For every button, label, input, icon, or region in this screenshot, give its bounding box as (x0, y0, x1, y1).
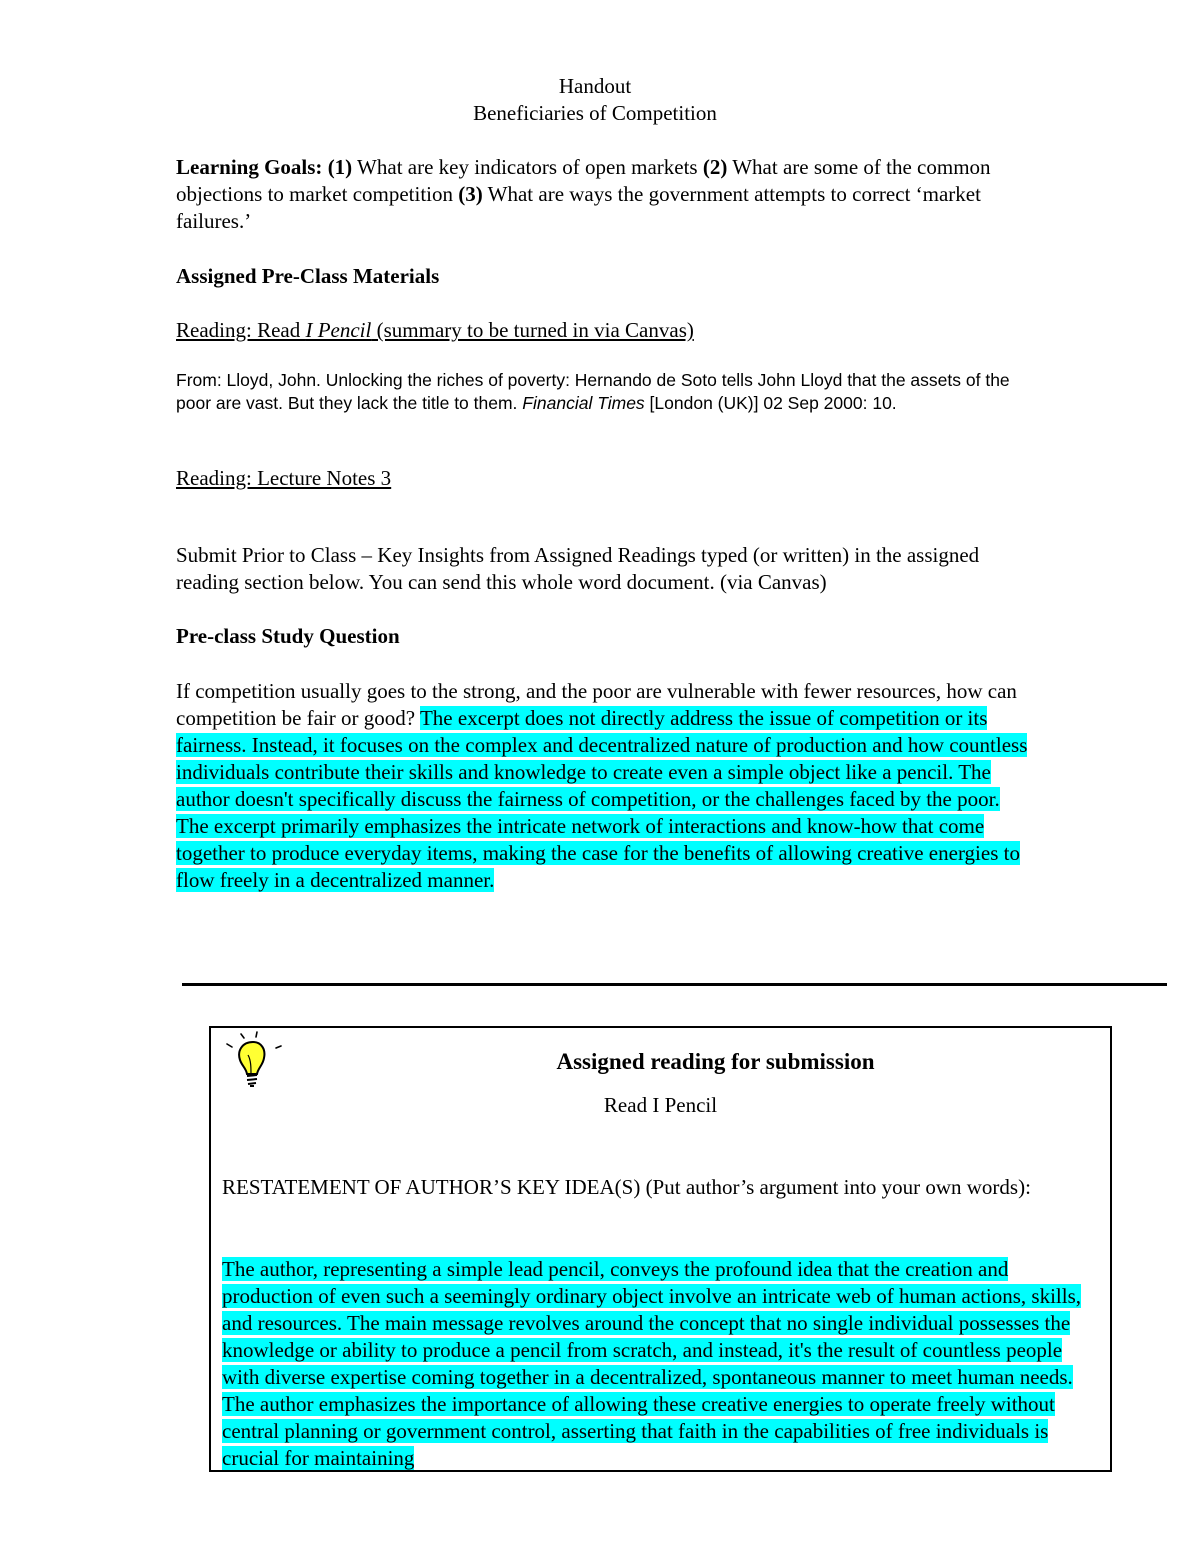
study-question (176, 678, 1031, 894)
assigned-heading: Assigned Pre-Class Materials (176, 264, 440, 288)
goal-text: What are some of the common objections to market competition (176, 155, 991, 206)
goal-number: (3) (458, 182, 483, 206)
study-answer[interactable]: The excerpt does not directly address the issue of competition or its fairness. Instead, it focuses on the complex and decentralized nature of production and how countless individuals contribute their skills and knowledge to create even a simple object like a pencil. The author doesn't specifically discuss the fairness of competition, or the challenges faced by the poor. The excerpt primarily emphasizes the intricate network of interactions and know-how that come together to produce everyday items, making the case for the benefits of allowing creative energies to flow freely in a decentralized manner. (176, 706, 1028, 892)
submit-instructions: Submit Prior to Class – Key Insights from Assigned Readings typed (or written) in the assigned reading section below. You can send this whole word document. (via Canvas) (176, 543, 980, 594)
restatement-answer[interactable]: The author, representing a simple lead pencil, conveys the profound idea that the creation and production of even such a seemingly ordinary object involve an intricate web of human actions, skills, and resources. The main message revolves around the concept that no single individual possesses the knowledge or ability to produce a pencil from scratch, and instead, it's the result of countless people with diverse expertise coming together in a decentralized, spontaneous manner to meet human needs. The author emphasizes the importance of allowing these creative energies to operate freely without central planning or government control, asserting that faith in the capabilities of free individuals is crucial for maintaining (222, 1257, 1082, 1470)
goal-number: (1) (327, 155, 353, 179)
goal-text: What are ways the government attempts to correct ‘market failures.’ (176, 182, 981, 233)
study-heading: Pre-class Study Question (176, 624, 400, 648)
restatement-label: RESTATEMENT OF AUTHOR’S KEY IDEA(S) (Put author’s argument into your own words): (222, 1175, 1031, 1199)
citation: From: Lloyd, John. Unlocking the riches of poverty: Hernando de Soto tells John Lloyd that the assets of the poor are vast. But they lack the title to them. Financial Times [London (UK)] 02 Sep 2000: 10. (176, 370, 1010, 413)
box-title: Assigned reading for submission (556, 1049, 875, 1074)
reading-2: Reading: Lecture Notes 3 (176, 466, 392, 490)
question-text: If competition usually goes to the strong, and the poor are vulnerable with fewer resources, how can competition be fair or good? (176, 679, 1017, 730)
page-title: Beneficiaries of Competition (473, 101, 717, 125)
submission-box (209, 1026, 1112, 1472)
learning-goals (176, 154, 1036, 235)
learning-goals-label: Learning Goals: (176, 155, 323, 179)
goal-text: What are key indicators of open markets (352, 155, 703, 179)
box-subtitle: Read I Pencil (603, 1093, 718, 1117)
handout-label: Handout (558, 74, 632, 98)
divider (182, 983, 1167, 986)
reading-title: I Pencil (305, 318, 372, 342)
reading-1: Reading: Read I Pencil (summary to be turned in via Canvas) (176, 318, 694, 342)
journal-name: Financial Times (522, 393, 645, 413)
goal-number: (2) (702, 155, 728, 179)
